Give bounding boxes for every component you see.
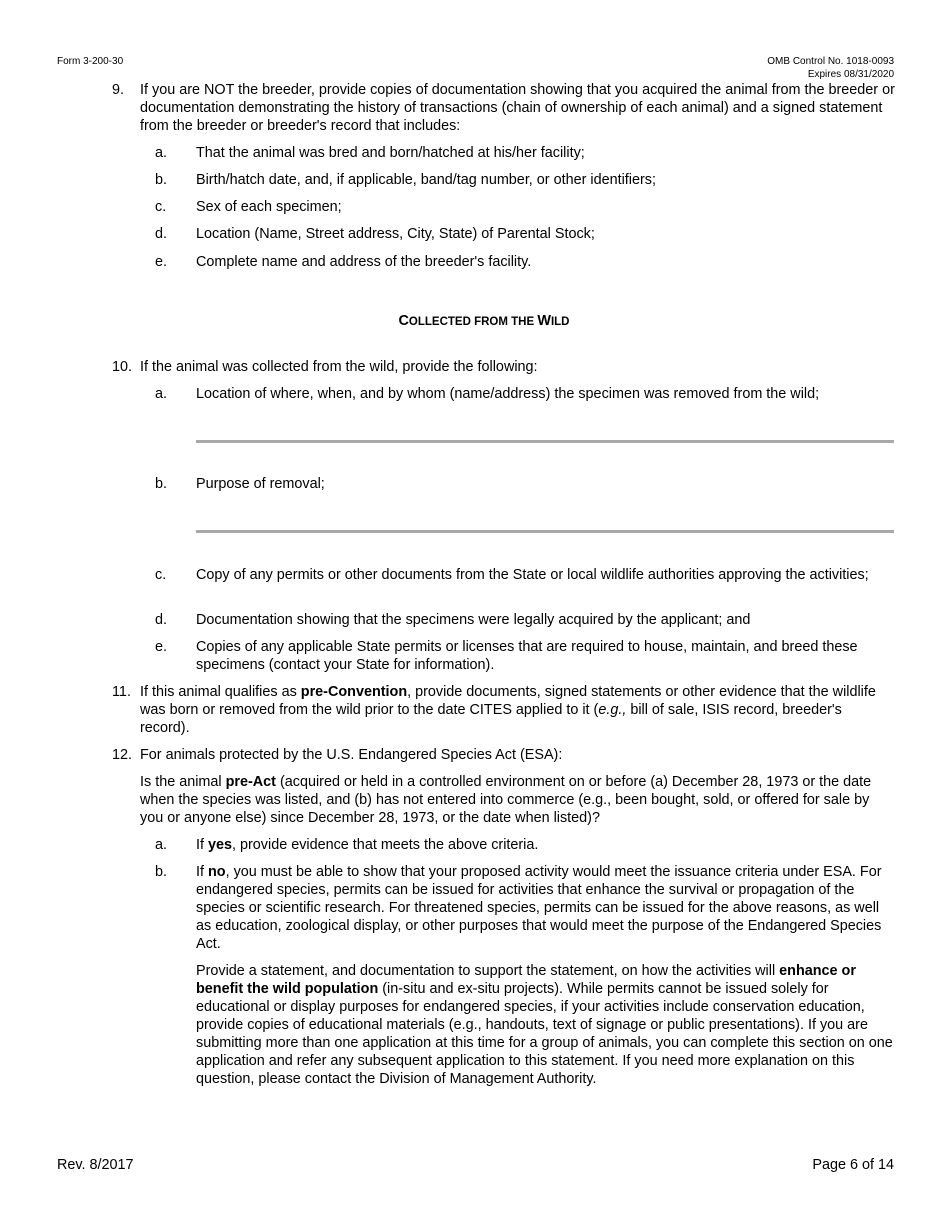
- item-12-pre-act: pre-Act: [225, 774, 276, 790]
- heading-rest-2: ILD: [550, 316, 570, 328]
- item-12a-text-2: , provide evidence that meets the above criteria.: [232, 837, 539, 853]
- item-12b-statement-1: Provide a statement, and documentation to support the statement, on how the activities will: [196, 963, 780, 979]
- item-9d-letter: d.: [155, 226, 168, 242]
- heading-cap-1: C: [398, 313, 409, 329]
- item-11-text-2: , provide documents, signed statements or other evidence that the wildlife was born or removed from the wild prior to the date CITES applied to it (: [140, 684, 876, 718]
- item-10d-letter: d.: [155, 612, 168, 628]
- heading-rest-1: OLLECTED FROM THE: [408, 316, 538, 328]
- item-11-text: [140, 683, 888, 737]
- item-10a-text: Location of where, when, and by whom (name/address) the specimen was removed from the wild;: [196, 386, 820, 402]
- item-12b-text: [196, 863, 888, 953]
- item-9-text: If you are NOT the breeder, provide copies of documentation showing that you acquired the animal from the breeder or documentation demonstrating the history of transactions (chain of ownership of each animal) and a signed statement from the breeder or breeder's record that includes:: [140, 82, 895, 134]
- item-12a-yes: yes: [208, 837, 233, 853]
- item-11-text-1: If this animal qualifies as: [140, 684, 301, 700]
- item-12b-enhance-benefit: enhance or benefit the wild population: [196, 963, 856, 997]
- item-10d-text: Documentation showing that the specimens were legally acquired by the applicant; and: [196, 612, 751, 628]
- item-9b-letter: b.: [155, 172, 168, 188]
- omb-control-number: OMB Control No. 1018-0093: [767, 56, 894, 67]
- item-12-question-2: (acquired or held in a controlled environment on or before (a) December 28, 1973 or the date when the species was listed, and (b) has not entered into commerce (e.g., been bought, sold, or offered for sale by you or anyone else) since December 28, 1973, or the date when listed)?: [140, 774, 872, 826]
- item-12b-text-1: If: [196, 864, 208, 880]
- item-10c-text: Copy of any permits or other documents from the State or local wildlife authorities approving the activities;: [196, 567, 869, 583]
- item-12a-letter: a.: [155, 837, 168, 853]
- item-9a-letter: a.: [155, 145, 168, 161]
- item-9-number: 9.: [112, 82, 125, 98]
- section-heading-collected-from-wild: [0, 312, 950, 331]
- item-11-eg: e.g.,: [598, 702, 627, 718]
- item-12a-text: [196, 836, 896, 854]
- item-10b-text: Purpose of removal;: [196, 476, 325, 492]
- item-12b-statement-2: (in-situ and ex-situ projects). While permits cannot be issued solely for educational or display purposes for endangered species, if your activities include conservation education, provide copies of educational materials (e.g., handouts, text of signage or public presentations). If you are submitting more than one application at this time for a group of animals, you can complete this section on one application and refer any subsequent application to this statement. If you need more explanation on this question, please contact the Division of Management Authority.: [196, 981, 893, 1087]
- item-10b-answer-field[interactable]: [196, 530, 894, 533]
- item-9e-letter: e.: [155, 254, 168, 270]
- item-9c-letter: c.: [155, 199, 167, 215]
- item-12b-statement-paragraph: [196, 962, 896, 1088]
- item-10e-letter: e.: [155, 639, 168, 655]
- item-11-pre-convention: pre-Convention: [300, 684, 408, 700]
- item-12-question-1: Is the animal: [140, 774, 226, 790]
- item-12b-letter: b.: [155, 864, 168, 880]
- item-10c-letter: c.: [155, 567, 167, 583]
- item-10a-answer-field[interactable]: [196, 440, 894, 443]
- item-9a-text: That the animal was bred and born/hatched at his/her facility;: [196, 145, 585, 161]
- item-10-number: 10.: [112, 359, 133, 375]
- item-12-text: For animals protected by the U.S. Endangered Species Act (ESA):: [140, 747, 563, 763]
- page-number: Page 6 of 14: [812, 1157, 894, 1173]
- item-10b-letter: b.: [155, 476, 168, 492]
- item-9e-text: Complete name and address of the breeder's facility.: [196, 254, 532, 270]
- item-12-number: 12.: [112, 747, 133, 763]
- revision-date: Rev. 8/2017: [57, 1157, 134, 1173]
- item-12a-text-1: If: [196, 837, 208, 853]
- expiration-date: Expires 08/31/2020: [807, 69, 894, 80]
- item-12-question: [140, 773, 896, 827]
- item-12b-no: no: [208, 864, 226, 880]
- heading-cap-2: W: [537, 313, 551, 329]
- item-9c-text: Sex of each specimen;: [196, 199, 342, 215]
- item-11-number: 11.: [112, 684, 131, 700]
- item-10a-letter: a.: [155, 386, 168, 402]
- item-12b-text-2: , you must be able to show that your proposed activity would meet the issuance criteria under ESA. For endangered species, permits can be issued for activities that enhance the survival or propagation of the species or scientific research. For threatened species, permits can be issued for the above reasons, as well as education, zoological display, or other purposes that would meet the purpose of the Endangered Species Act.: [196, 864, 882, 952]
- form-number: Form 3-200-30: [57, 56, 124, 67]
- item-10-text: If the animal was collected from the wild, provide the following:: [140, 359, 538, 375]
- item-9b-text: Birth/hatch date, and, if applicable, band/tag number, or other identifiers;: [196, 172, 656, 188]
- item-11-text-3: bill of sale, ISIS record, breeder's record).: [140, 702, 842, 736]
- item-10e-text: Copies of any applicable State permits or licenses that are required to house, maintain, and breed these specimens (contact your State for information).: [196, 639, 858, 673]
- item-9d-text: Location (Name, Street address, City, State) of Parental Stock;: [196, 226, 595, 242]
